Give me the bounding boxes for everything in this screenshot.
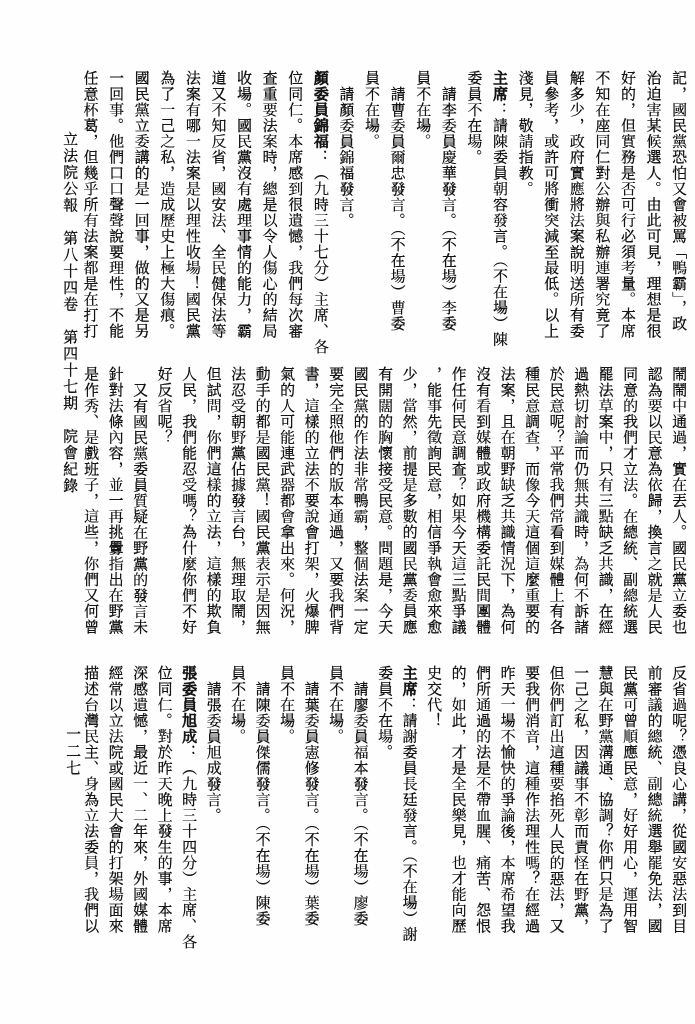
text-column: 作任何民意調查？如果今天這三點爭議 — [449, 366, 468, 635]
text-column: 經常以立法院或國民大會的打架場面來 — [106, 665, 125, 934]
text-column: 動手的都是國民黨！國民黨表示是因無 — [253, 366, 272, 635]
text-column: 記，國民黨恐怕又會被罵「鴨霸」，政 — [670, 70, 688, 332]
text-column: 罷法草案中，只有三點缺乏共識，在經 — [596, 366, 615, 635]
text-column: 為了一己之私，造成歷史上極大傷痕。 — [158, 70, 177, 339]
text-column: 請廖委員福本發言。（不在場）廖委 — [351, 680, 370, 927]
text-column: 又有國民黨委員質疑在野黨的發言未 — [131, 381, 149, 635]
text-column: 員不在場。 — [327, 665, 345, 744]
text-column: 們所通過的法是不帶血腥、痛苦、怨恨 — [474, 665, 492, 934]
speaker-name: 主席 — [490, 70, 509, 102]
text-column: 法案有哪一法案是以理性收場！國民黨 — [183, 70, 202, 339]
text-column: 於民意呢？平常我們常看到媒體上有各 — [547, 366, 566, 635]
text-column: 員不在場。 — [414, 70, 433, 149]
text-column: 一己之私，因議事不彰而責怪在野黨， — [572, 665, 590, 934]
text-column: 過熱切討論而仍無共識時，為何不訴諸 — [572, 366, 590, 635]
text-column: 不知在座同仁對公辦與私辦連署究竟了 — [593, 70, 612, 339]
text-column: 認為要以民意為依歸，換言之就是人民 — [645, 366, 664, 635]
text-column: 一回事。他們口口聲聲說要理性，不能 — [106, 70, 125, 339]
text-column: 員參考，或許可將衝突減至最低。以上 — [542, 70, 561, 339]
text-column: 張委員旭成：（九時三十四分）主席、各 — [180, 665, 198, 950]
text-column: 員不在場。 — [362, 70, 381, 149]
text-column: 但試問，你們這樣的立法，這樣的欺負 — [204, 366, 223, 635]
text-column: 請葉委員憲修發言。（不在場）葉委 — [302, 680, 321, 927]
text-column: ，能事先徵詢民意，相信爭執會愈來愈 — [425, 366, 443, 635]
text-column: 位同仁。本席感到很遺憾，我們每次審 — [286, 70, 305, 339]
text-column: 是作秀、是戲班子，這些，你們又何曾 — [82, 366, 100, 635]
running-head: 立法院公報 第八十四卷 第四十七期 院會紀錄 — [61, 131, 79, 494]
text-column: 委員不在場。 — [465, 70, 484, 165]
text-column: 氣的人可能連武器都會拿出來。何況， — [278, 366, 296, 635]
text-column: 要完全照他們的版本通過，又要我們背 — [327, 366, 345, 635]
text-column: 沒有看到媒體或政府機構委託民間團體 — [474, 366, 492, 635]
text-column: 鬧鬧中通過，實在丟人。國民黨立委也 — [670, 366, 688, 635]
text-column: 民黨可曾順應民意，好好用心，運用智 — [621, 665, 639, 934]
text-column: 顏委員錦福：（九時三十七分）主席、各 — [311, 70, 330, 355]
text-column: 描述台灣民主、身為立法委員，我們以 — [82, 665, 100, 934]
text-column: 請顏委員錦福發言。 — [337, 85, 356, 228]
text-column: 國民黨的作法非常鴨霸，整個法案一定 — [351, 366, 370, 635]
text-column: 位同仁。對於昨天晚上發生的事，本席 — [155, 665, 174, 934]
page-number: 一二七 — [64, 726, 82, 777]
text-column: 好的，但實務是否可行必須考量。本席 — [618, 70, 637, 339]
text-column: 好反省呢？ — [155, 366, 174, 445]
text-column: 淺見，敬請指教。 — [516, 70, 535, 197]
text-tier-top — [77, 70, 691, 354]
text-column: 解多少，政府實應將法案說明送所有委 — [567, 70, 586, 339]
text-column: 請曹委員爾忠發言。（不在場）曹委 — [388, 85, 407, 332]
text-column: 深感遺憾，最近一、二年來，外國媒體 — [131, 665, 149, 934]
text-tier-middle — [79, 366, 692, 635]
text-column: 請張委員旭成發言。 — [204, 680, 223, 823]
text-column: 種民意調查，而像今天這個這麼重要的 — [523, 366, 541, 635]
text-column: 要我們消音，這種作法理性嗎？在經過 — [523, 665, 541, 934]
text-column: 人民，我們能忍受嗎？為什麼你們不好 — [180, 366, 198, 635]
text-column: 國民黨立委講的是一回事，做的又是另 — [132, 70, 151, 339]
speaker-name: 張委員旭成 — [180, 665, 198, 744]
text-column: 查重要法案時，總是以令人傷心的結局 — [260, 70, 279, 339]
speaker-name: 主席 — [400, 665, 419, 697]
text-column: 主席：請謝委員長廷發言。（不在場）謝 — [400, 665, 419, 942]
text-column: 員不在場。 — [278, 665, 296, 744]
text-column: 反省過呢？憑良心講，從國安惡法到目 — [670, 665, 688, 934]
text-column: 收場。國民黨沒有處理事情的能力，霸 — [234, 70, 253, 339]
text-column: 史交代！ — [425, 665, 443, 729]
text-column: 慧與在野黨溝通、協調？你們只是為了 — [596, 665, 615, 934]
text-column: 少，當然，前提是多數的國民黨委員應 — [400, 366, 419, 635]
text-column: 書，這樣的立法不要說會打架，火爆脾 — [302, 366, 321, 635]
text-column: 主席：請陳委員朝容發言。（不在場）陳 — [490, 70, 509, 347]
text-column: 委員不在場。 — [376, 665, 394, 760]
text-column: 請陳委員傑儒發言。（不在場）陳委 — [253, 680, 272, 927]
text-tier-bottom — [79, 665, 692, 949]
text-column: 任意杯葛，但幾乎所有法案都是在打打 — [81, 70, 100, 339]
text-column: 針對法條內容，並一再挑釁指出在野黨 — [106, 366, 125, 635]
text-column: 法忍受朝野黨佔據發言台，無理取鬧， — [229, 366, 247, 635]
text-column: 的，如此，才是全民樂見，也才能向歷 — [449, 665, 468, 934]
text-column: 請李委員慶華發言。（不在場）李委 — [439, 85, 458, 332]
text-column: 但你們訂出這種要掐死人民的惡法，又 — [547, 665, 566, 934]
text-column: 有開闊的胸懷接受民意。問題是，今天 — [376, 366, 394, 635]
text-column: 治迫害某候選人。由此可見，理想是很 — [644, 70, 663, 339]
text-column: 道又不知反省，國安法、全民健保法等 — [209, 70, 228, 339]
text-column: 前審議的總統、副總統選舉罷免法，國 — [645, 665, 664, 934]
text-column: 法案，且在朝野缺乏共識情況下，為何 — [498, 366, 517, 635]
text-column: 同意的我們才立法。在總統、副總統選 — [621, 366, 639, 635]
speaker-name: 顏委員錦福 — [311, 70, 330, 149]
text-column: 昨天一場不愉快的爭論後，本席希望我 — [498, 665, 517, 934]
text-column: 員不在場。 — [229, 665, 247, 744]
